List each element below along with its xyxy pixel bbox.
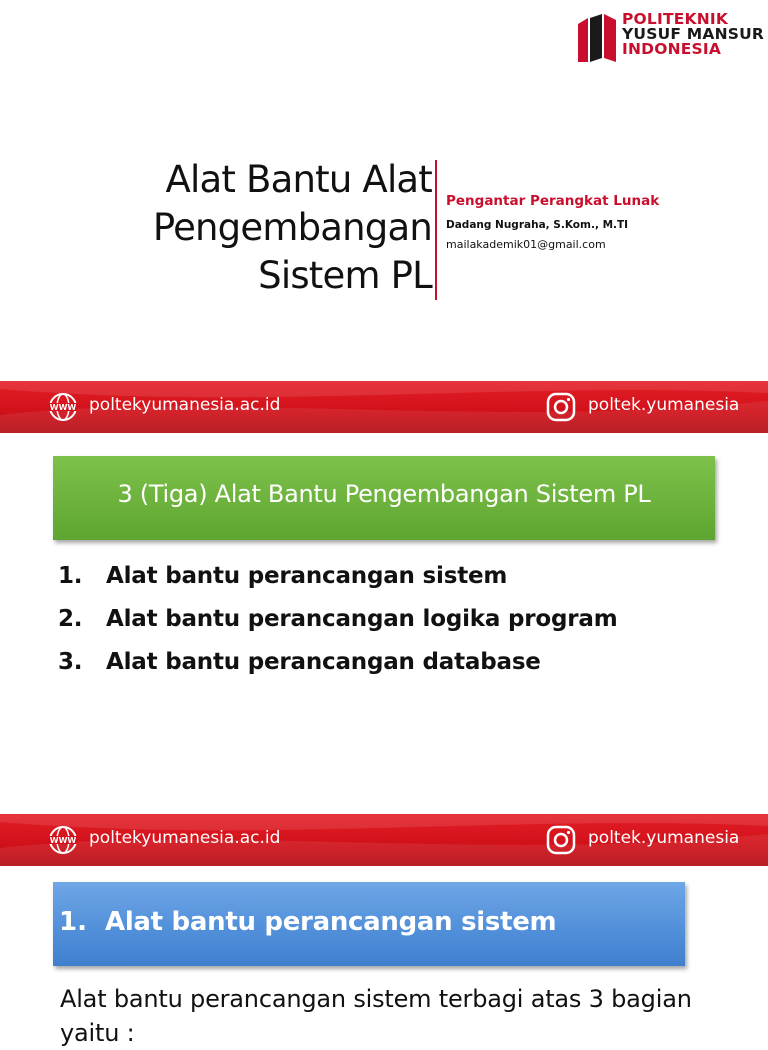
logo-line-3: INDONESIA [622,40,722,58]
course-name: Pengantar Perangkat Lunak [446,193,660,209]
institution-logo [578,10,765,64]
section-header-text: 3 (Tiga) Alat Bantu Pengembangan Sistem PL [117,480,651,508]
svg-text:WWW: WWW [49,836,77,845]
title-line-1: Alat Bantu Alat [165,158,432,201]
section-header-number: 1. [59,907,87,937]
website-link[interactable]: poltekyumanesia.ac.id [89,828,281,848]
slide-title [60,156,432,300]
instagram-handle[interactable]: poltek.yumanesia [588,395,740,415]
author-name: Dadang Nugraha, S.Kom., M.TI [446,219,629,231]
www-globe-icon [48,825,78,855]
body-paragraph: Alat bantu perancangan sistem terbagi atas 3 bagian yaitu : [60,985,692,1047]
instagram-icon [546,392,576,422]
instagram-icon [546,825,576,855]
list-item-number: 1. [58,563,83,589]
title-line-3: Sistem PL [258,254,432,297]
logo-line-2: YUSUF MANSUR [622,25,765,43]
svg-text:WWW: WWW [49,403,77,412]
footer-banner [0,814,768,866]
instagram-handle[interactable]: poltek.yumanesia [588,828,740,848]
list-item-label: Alat bantu perancangan sistem [106,563,508,589]
section-header-system-design [53,882,685,966]
title-divider [435,160,437,300]
logo-line-1: POLITEKNIK [622,10,729,28]
logo-mark-icon [578,14,624,62]
footer-banner [0,381,768,433]
website-link[interactable]: poltekyumanesia.ac.id [89,395,281,415]
author-email: mailakademik01@gmail.com [446,238,606,251]
section-header-tools [53,456,715,540]
list-item-number: 3. [58,649,83,675]
list-item-label: Alat bantu perancangan database [106,649,541,675]
title-line-2: Pengembangan [152,206,432,249]
www-globe-icon [48,392,78,422]
list-item-label: Alat bantu perancangan logika program [106,606,618,632]
section-header-text: Alat bantu perancangan sistem [105,907,557,937]
list-item-number: 2. [58,606,83,632]
